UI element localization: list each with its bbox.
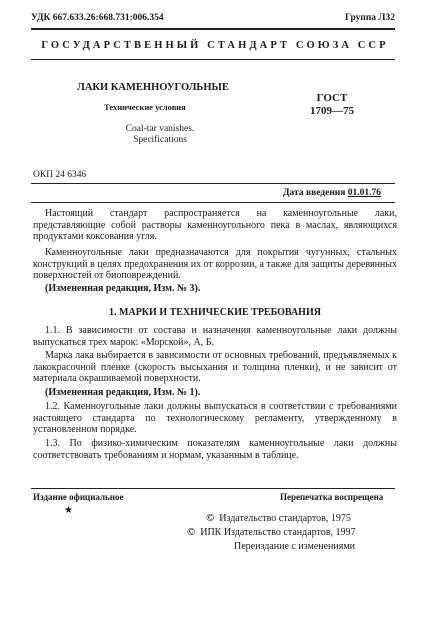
reissue-note: Переиздание с изменениями [234,541,356,552]
copyright-1975 [206,512,351,526]
intro-rule [31,202,395,203]
copyright-1997-text: ИПК Издательство стандартов, 1997 [200,527,356,538]
clause-1-2: 1.2. Каменноугольные лаки должны выпускаться в соответствии с требованиями настоящего стандарта по технологическому регламенту, утвержденному в установленном порядке. [33,401,397,436]
copyright-icon-2: © [187,526,196,538]
state-standard-heading: ГОСУДАРСТВЕННЫЙ СТАНДАРТ СОЮЗА ССР [41,40,389,51]
english-title [100,124,220,146]
paragraph-purpose: Каменноугольные лаки предназначаются для покрытия чугунных, стальных конструкций в целях предохранения их от коррозии, а также для защиты деревянных поверхностей от биоповреждений. [33,247,397,282]
reprint-forbidden: Перепечатка воспрещена [280,492,384,502]
star-icon: ★ [64,505,73,516]
official-edition: Издание официальное [33,492,124,502]
udk-code: УДК 667.633.26:668.731:006.354 [31,13,164,23]
english-title-line2: Specifications [133,135,187,145]
copyright-1975-text: Издательство стандартов, 1975 [219,513,351,524]
okp-code: ОКП 24 6346 [33,170,87,180]
section-heading-1: 1. МАРКИ И ТЕХНИЧЕСКИЕ ТРЕБОВАНИЯ [109,307,321,318]
introduction-date-value: 01.01.76 [347,188,382,198]
clause-1-1-grade: Марка лака выбирается в зависимости от основных требований, предъявляемых к лакокрасочной пленке (скорость высыхания и толщина пленки), и не зависит от материала окрашиваемой поверхности. [33,350,397,385]
edit-note-1: (Измененная редакция, Изм. № 1). [45,387,201,398]
title-rule [31,183,395,184]
introduction-date [283,188,381,198]
gost-designation [310,92,354,118]
copyright-icon: © [206,512,215,524]
paragraph-scope: Настоящий стандарт распространяется на каменноугольные лаки, представляющие собой растворы каменноугольного пека в маслах, являющихся продуктами коксования угля. [33,208,397,243]
clause-1-3: 1.3. По физико-химическим показателям каменноугольные лаки должны соответствовать требованиям и нормам, указанным в таблице. [33,438,397,461]
edit-note-3: (Измененная редакция, Изм. № 3). [45,283,201,294]
document-title: ЛАКИ КАМЕННОУГОЛЬНЫЕ [77,82,229,93]
english-title-line1: Coal-tar vanishes. [125,124,195,134]
document-subtitle: Технические условия [104,102,186,112]
group-code: Группа Л32 [345,13,396,23]
clause-1-1: 1.1. В зависимости от состава и назначения каменноугольные лаки должны выпускаться трех марок: «Морской», А, Б. [33,325,397,348]
gost-number: 1709—75 [310,105,354,117]
introduction-date-label: Дата введения [283,188,348,198]
header-rule-2 [31,59,395,60]
header-rule [31,28,395,30]
footer-rule [31,488,395,489]
copyright-1997 [187,526,356,540]
gost-label: ГОСТ [316,92,348,104]
